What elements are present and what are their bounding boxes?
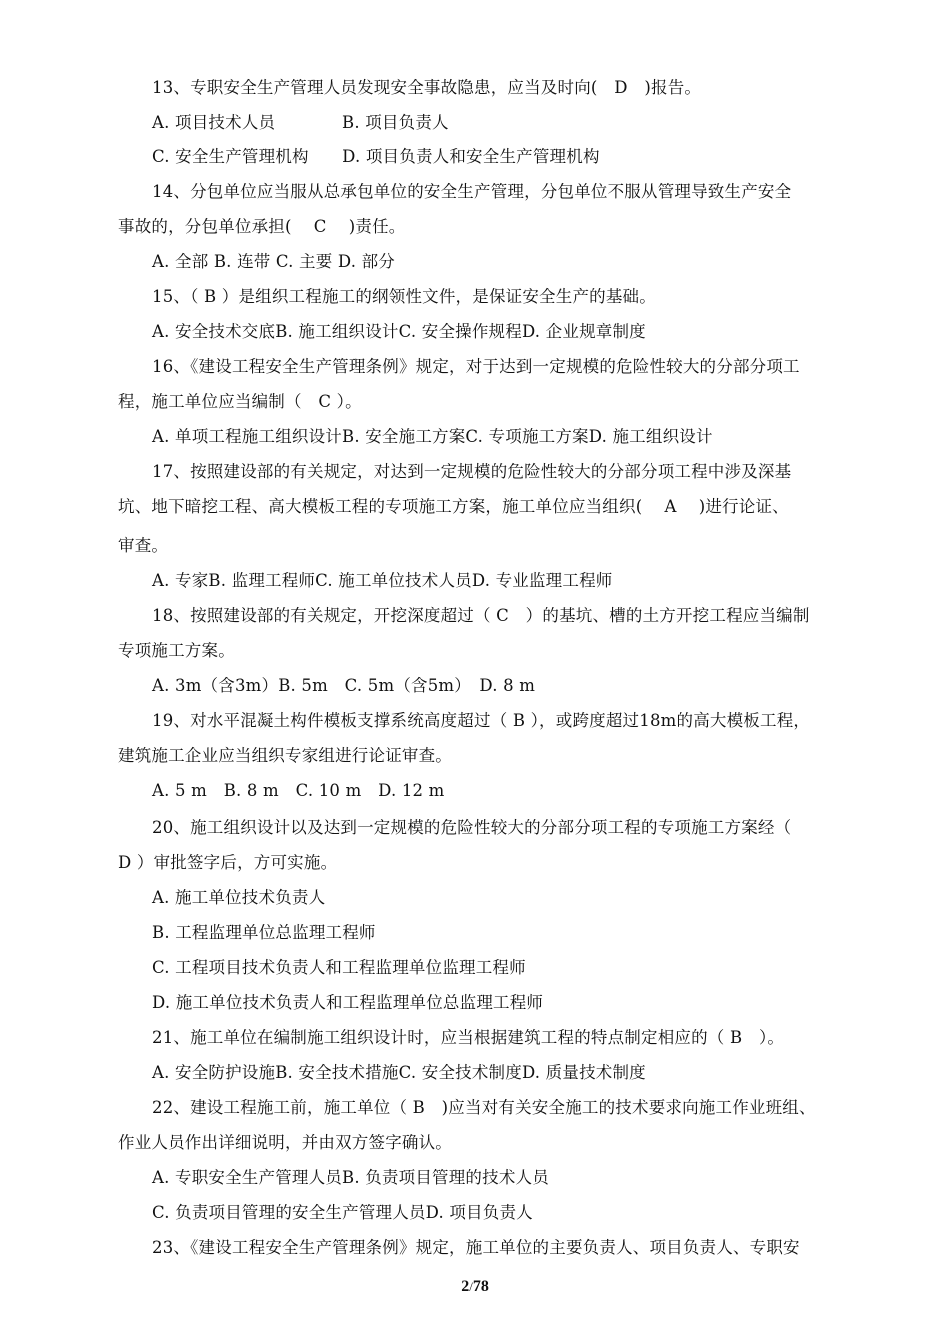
question-20-option-b: B. 工程监理单位总监理工程师 — [152, 923, 376, 942]
question-22-options-cd: C. 负责项目管理的安全生产管理人员D. 项目负责人 — [152, 1203, 533, 1222]
question-15-options: A. 安全技术交底B. 施工组织设计C. 安全操作规程D. 企业规章制度 — [152, 322, 646, 341]
question-21-options: A. 安全防护设施B. 安全技术措施C. 安全技术制度D. 质量技术制度 — [152, 1063, 646, 1082]
question-19-stem-cont: 建筑施工企业应当组织专家组进行论证审查。 — [118, 746, 452, 765]
question-20-option-c: C. 工程项目技术负责人和工程监理单位监理工程师 — [152, 958, 526, 977]
question-13-options-cd: C. 安全生产管理机构 D. 项目负责人和安全生产管理机构 — [152, 147, 600, 166]
question-19-options: A. 5 m B. 8 m C. 10 m D. 12 m — [152, 781, 445, 800]
question-16-options: A. 单项工程施工组织设计B. 安全施工方案C. 专项施工方案D. 施工组织设计 — [152, 427, 713, 446]
question-20-stem: 20、施工组织设计以及达到一定规模的危险性较大的分部分项工程的专项施工方案经（ — [152, 818, 792, 837]
question-20-stem-cont: D ）审批签字后，方可实施。 — [118, 853, 338, 872]
question-17-options: A. 专家B. 监理工程师C. 施工单位技术人员D. 专业监理工程师 — [152, 571, 613, 590]
question-17-stem: 17、按照建设部的有关规定，对达到一定规模的危险性较大的分部分项工程中涉及深基 — [152, 462, 792, 481]
question-14-options: A. 全部 B. 连带 C. 主要 D. 部分 — [152, 252, 396, 271]
question-18-stem-cont: 专项施工方案。 — [118, 641, 235, 660]
question-22-options-ab: A. 专职安全生产管理人员B. 负责项目管理的技术人员 — [152, 1168, 549, 1187]
question-22-stem-cont: 作业人员作出详细说明，并由双方签字确认。 — [118, 1133, 452, 1152]
page-total: 78 — [472, 1278, 489, 1295]
question-15-stem: 15、（ B ）是组织工程施工的纲领性文件，是保证安全生产的基础。 — [152, 287, 656, 306]
question-16-stem-cont: 程，施工单位应当编制（ C ）。 — [118, 392, 362, 411]
question-17-stem-cont: 坑、地下暗挖工程、高大模板工程的专项施工方案，施工单位应当组织( A )进行论证、 — [118, 497, 789, 516]
question-20-option-a: A. 施工单位技术负责人 — [152, 888, 326, 907]
question-16-stem: 16、《建设工程安全生产管理条例》规定，对于达到一定规模的危险性较大的分部分项工 — [152, 357, 800, 376]
question-13-options-ab: A. 项目技术人员 B. 项目负责人 — [152, 113, 449, 132]
question-20-option-d: D. 施工单位技术负责人和工程监理单位总监理工程师 — [152, 993, 544, 1012]
question-23-stem: 23、《建设工程安全生产管理条例》规定，施工单位的主要负责人、项目负责人、专职安 — [152, 1238, 800, 1257]
question-18-options: A. 3m（含3m）B. 5m C. 5m（含5m） D. 8 m — [152, 676, 536, 695]
page-number — [0, 1278, 950, 1296]
question-19-stem: 19、对水平混凝土构件模板支撑系统高度超过（ B ），或跨度超过18m的高大模板工程， — [152, 711, 811, 730]
question-22-stem: 22、建设工程施工前，施工单位（ B )应当对有关安全施工的技术要求向施工作业班组、 — [152, 1098, 816, 1117]
question-13-stem: 13、专职安全生产管理人员发现安全事故隐患，应当及时向( D )报告。 — [152, 78, 702, 97]
page-separator: / — [469, 1279, 473, 1294]
question-18-stem: 18、按照建设部的有关规定，开挖深度超过（ C ）的基坑、槽的土方开挖工程应当编制 — [152, 606, 810, 625]
question-14-stem-cont: 事故的，分包单位承担( C )责任。 — [118, 217, 406, 236]
page-current: 2 — [461, 1278, 470, 1295]
question-14-stem: 14、分包单位应当服从总承包单位的安全生产管理，分包单位不服从管理导致生产安全 — [152, 182, 792, 201]
question-17-stem-end: 审查。 — [118, 536, 169, 555]
question-21-stem: 21、施工单位在编制施工组织设计时，应当根据建筑工程的特点制定相应的（ B ）。 — [152, 1028, 785, 1047]
